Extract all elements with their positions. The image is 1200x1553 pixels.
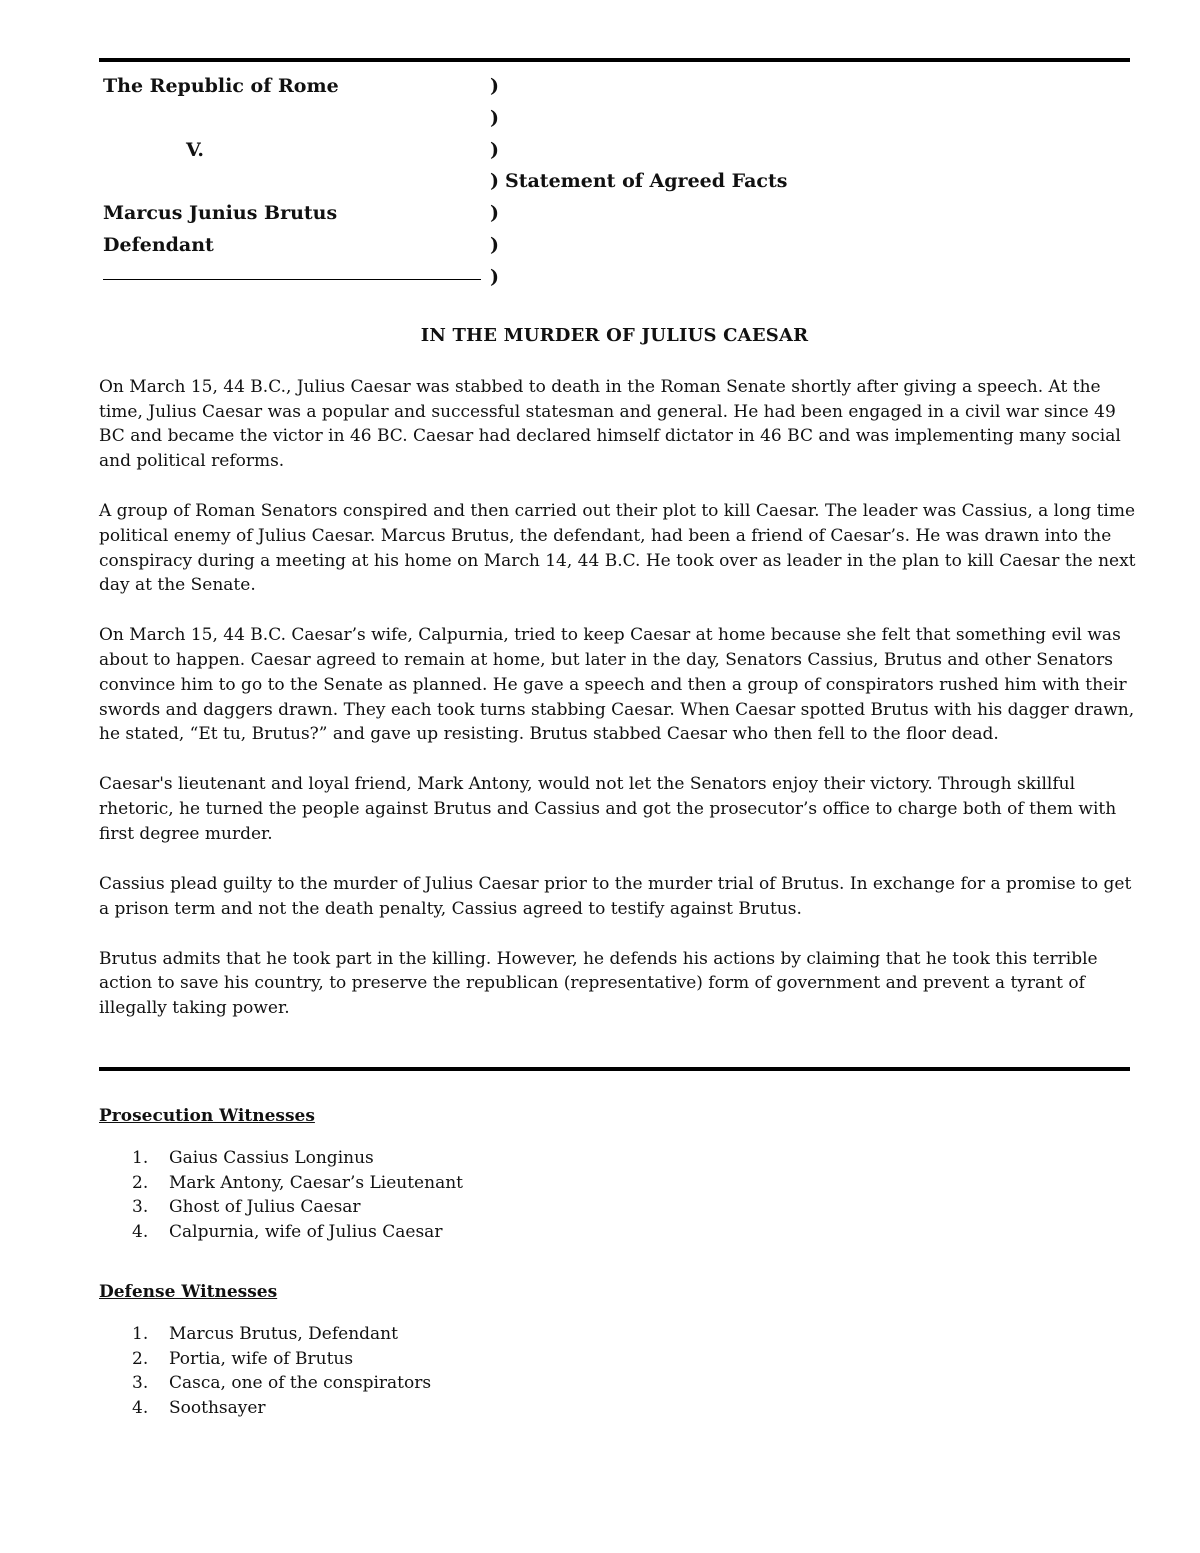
prosecution-witness-list xyxy=(99,1146,799,1244)
paragraph: Caesar's lieutenant and loyal friend, Mark Antony, would not let the Senators enjoy their victory. Through skillful rhetoric, he turned the people against Brutus and Cassius and got the prosecutor’s office to charge both of them with first degree murder. xyxy=(99,774,1117,844)
caption-row-defendant-label xyxy=(103,230,863,262)
list-item xyxy=(99,1171,799,1196)
caption-row-blank xyxy=(103,103,863,135)
list-number: 1. xyxy=(132,1324,149,1344)
caption-row-underline xyxy=(103,262,863,294)
list-number: 2. xyxy=(132,1348,149,1369)
witness-name: Ghost of Julius Caesar xyxy=(169,1197,361,1217)
witness-name: Gaius Cassius Longinus xyxy=(169,1148,374,1168)
list-number: 4. xyxy=(132,1397,149,1418)
caption-paren: ) xyxy=(490,170,499,193)
witness-name: Portia, wife of Brutus xyxy=(169,1348,354,1369)
prosecution-witnesses-section xyxy=(99,1103,799,1244)
defendant-label: Defendant xyxy=(103,233,214,256)
document-title: Statement of Agreed Facts xyxy=(505,170,788,193)
list-number: 2. xyxy=(132,1172,149,1193)
case-heading: IN THE MURDER OF JULIUS CAESAR xyxy=(420,325,809,346)
paragraph: A group of Roman Senators conspired and then carried out their plot to kill Caesar. The leader was Cassius, a long time political enemy of Julius Caesar. Marcus Brutus, the defendant, had been a friend of Caesar’s. He was drawn into the conspiracy during a meeting at his home on March 14, 44 B.C. He took over as leader in the plan to kill Caesar the next day at the Senate. xyxy=(99,501,1136,596)
caption-paren: ) xyxy=(490,233,499,256)
prosecution-heading: Prosecution Witnesses xyxy=(99,1106,315,1126)
top-horizontal-rule xyxy=(99,58,1130,62)
caption-paren: ) xyxy=(490,75,499,97)
list-number: 3. xyxy=(132,1373,149,1393)
paragraph: Brutus admits that he took part in the killing. However, he defends his actions by claiming that he took this terrible action to save his country, to preserve the republican (representative) form of government and prevent a tyrant of illegally taking power. xyxy=(99,948,1098,1019)
witness-name: Soothsayer xyxy=(169,1397,266,1418)
list-number: 1. xyxy=(132,1148,149,1168)
caption-paren: ) xyxy=(490,202,499,225)
caption-underline xyxy=(103,279,481,280)
list-item xyxy=(99,1220,799,1245)
caption-paren: ) xyxy=(490,106,499,129)
middle-horizontal-rule xyxy=(99,1067,1130,1071)
defense-witness-list xyxy=(99,1322,799,1420)
list-number: 4. xyxy=(132,1221,149,1242)
plaintiff-name: The Republic of Rome xyxy=(103,75,339,97)
caption-row-plaintiff xyxy=(103,71,863,103)
list-item xyxy=(99,1396,799,1421)
caption-paren: ) xyxy=(490,138,499,161)
witness-name: Marcus Brutus, Defendant xyxy=(169,1324,398,1344)
paragraph: Cassius plead guilty to the murder of Julius Caesar prior to the murder trial of Brutus. In exchange for a promise to get a prison term and not the death penalty, Cassius agreed to testify against Brutus. xyxy=(99,873,1132,919)
defense-witnesses-section xyxy=(99,1279,799,1420)
list-item xyxy=(99,1371,799,1396)
list-item xyxy=(99,1195,799,1220)
defendant-name: Marcus Junius Brutus xyxy=(103,202,338,225)
witness-name: Calpurnia, wife of Julius Caesar xyxy=(169,1221,443,1242)
list-item xyxy=(99,1146,799,1171)
case-caption xyxy=(103,71,863,294)
paragraph: On March 15, 44 B.C. Caesar’s wife, Calpurnia, tried to keep Caesar at home because she felt that something evil was about to happen. Caesar agreed to remain at home, but later in the day, Senators Cassius, Brutus and other Senators convince him to go to the Senate as planned. He gave a speech and then a group of conspirators rushed him with their swords and daggers drawn. They each took turns stabbing Caesar. When Caesar spotted Brutus with his dagger drawn, he stated, “Et tu, Brutus?” and gave up resisting. Brutus stabbed Caesar who then fell to the floor dead. xyxy=(99,625,1135,745)
list-item xyxy=(99,1347,799,1372)
statement-body xyxy=(99,375,1139,1046)
witness-name: Casca, one of the conspirators xyxy=(169,1373,432,1393)
caption-row-versus xyxy=(103,135,863,167)
caption-paren: ) xyxy=(490,265,499,288)
versus-label: V. xyxy=(186,138,205,161)
paragraph: On March 15, 44 B.C., Julius Caesar was stabbed to death in the Roman Senate shortly after giving a speech. At the time, Julius Caesar was a popular and successful statesman and general. He had been engaged in a civil war since 49 BC and became the victor in 46 BC. Caesar had declared himself dictator in 46 BC and was implementing many social and political reforms. xyxy=(99,377,1121,472)
list-item xyxy=(99,1322,799,1347)
list-number: 3. xyxy=(132,1197,149,1217)
caption-row-title xyxy=(103,166,863,198)
defense-heading: Defense Witnesses xyxy=(99,1282,278,1302)
witness-name: Mark Antony, Caesar’s Lieutenant xyxy=(169,1172,463,1193)
caption-row-defendant xyxy=(103,198,863,230)
